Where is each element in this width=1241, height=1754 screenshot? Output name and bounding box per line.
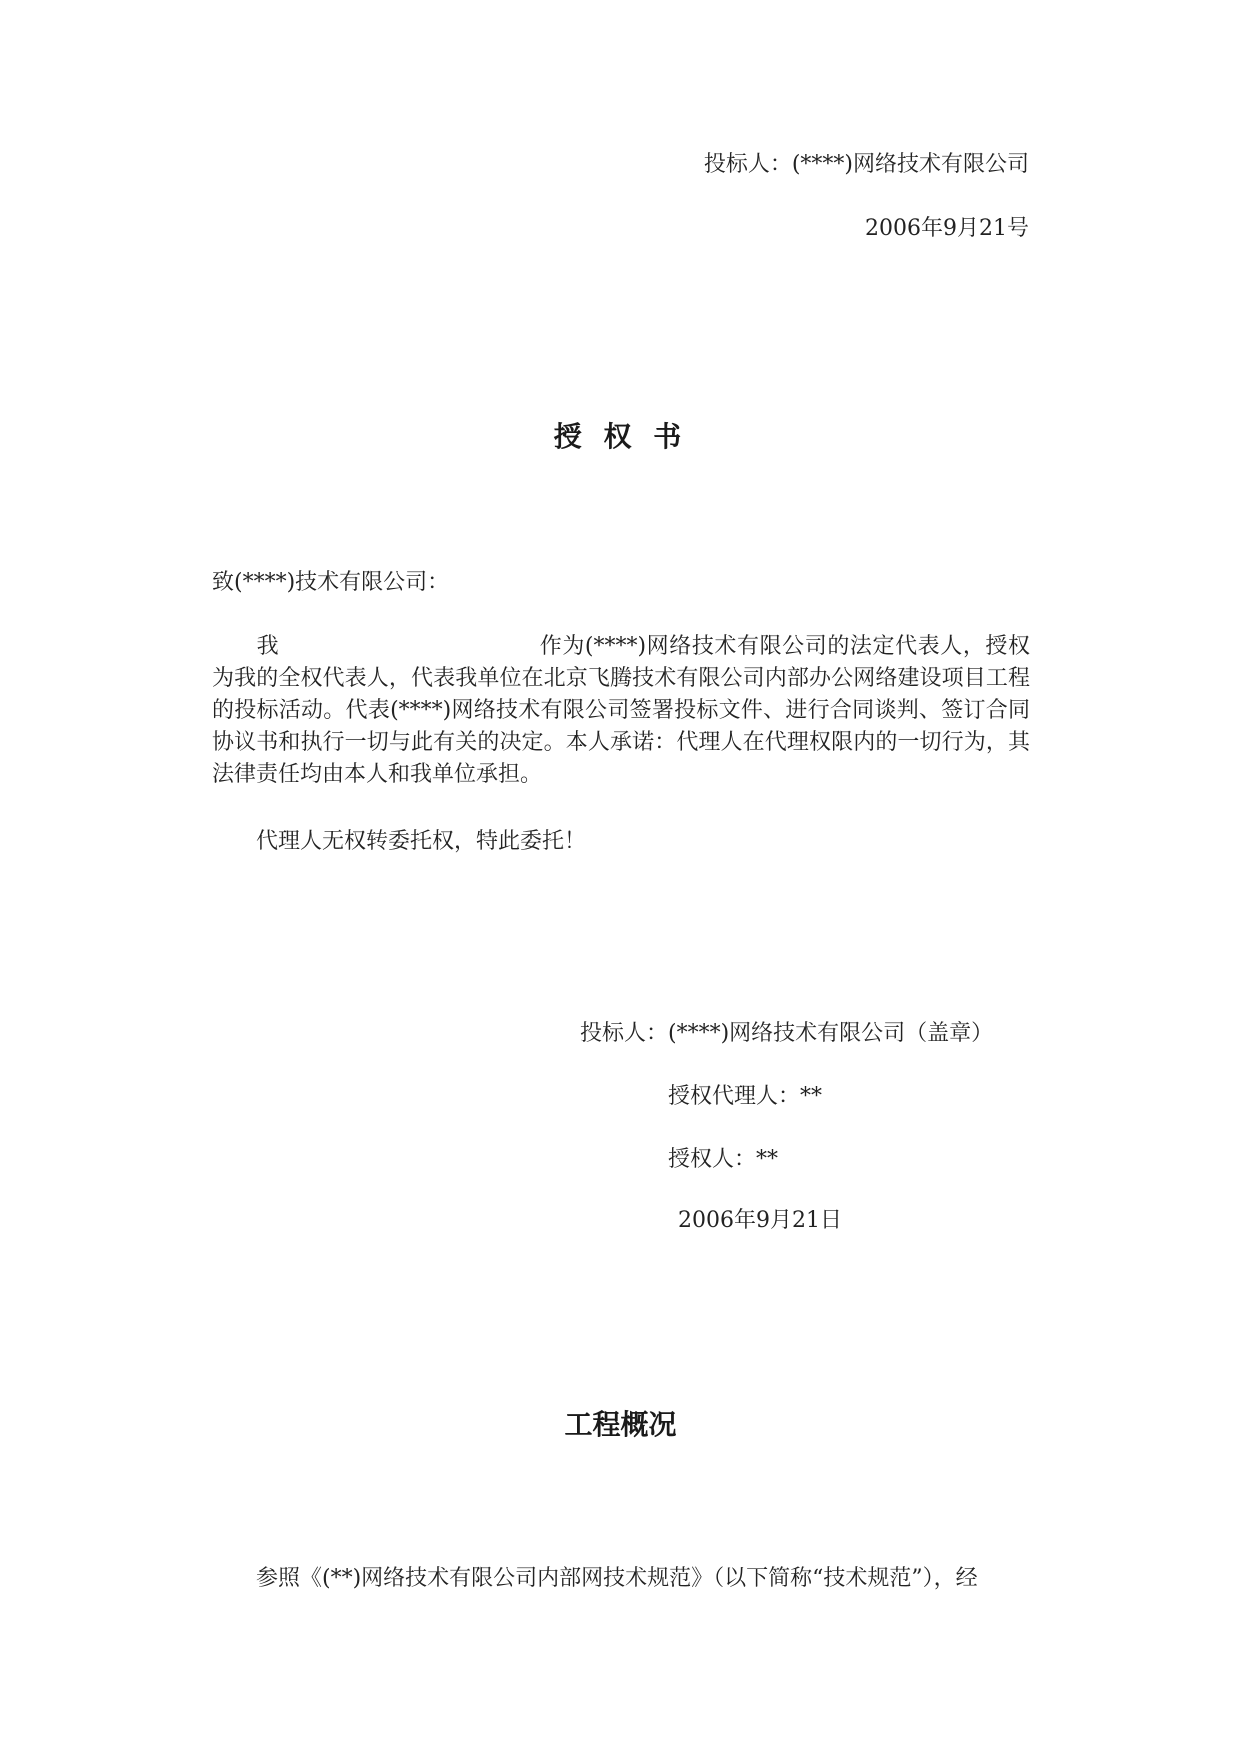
overview-intro: 参照《(**)网络技术有限公司内部网技术规范》（以下简称“技术规范”），经 — [256, 1566, 978, 1591]
authorization-title: 授 权 书 — [553, 420, 688, 453]
signature-agent: 授权代理人：** — [668, 1084, 823, 1109]
body-start: 我 — [256, 634, 280, 659]
header-bidder-line: 投标人：(****)网络技术有限公司 — [703, 152, 1029, 177]
closing-statement: 代理人无权转委托权，特此委托！ — [256, 829, 587, 854]
header-date: 2006年9月21号 — [865, 216, 1029, 241]
signature-date: 2006年9月21日 — [678, 1208, 842, 1233]
signature-bidder: 投标人：(****)网络技术有限公司（盖章） — [580, 1021, 994, 1046]
authorization-body — [212, 631, 1030, 791]
body-rest: 作为(****)网络技术有限公司的法定代表人，授权为我的全权代表人，代表我单位在北京飞腾技术有限公司内部办公网络建设项目工程的投标活动。代表(****)网络技术有限公司签署投标文件、进行合同谈判、签订合同协议书和执行一切与此有关的决定。本人承诺：代理人在代理权限内的一切行为，其法律责任均由本人和我单位承担。 — [212, 634, 1030, 787]
salutation: 致(****)技术有限公司： — [212, 570, 450, 595]
signature-authorizer: 授权人：** — [668, 1147, 779, 1172]
overview-title: 工程概况 — [564, 1408, 677, 1441]
